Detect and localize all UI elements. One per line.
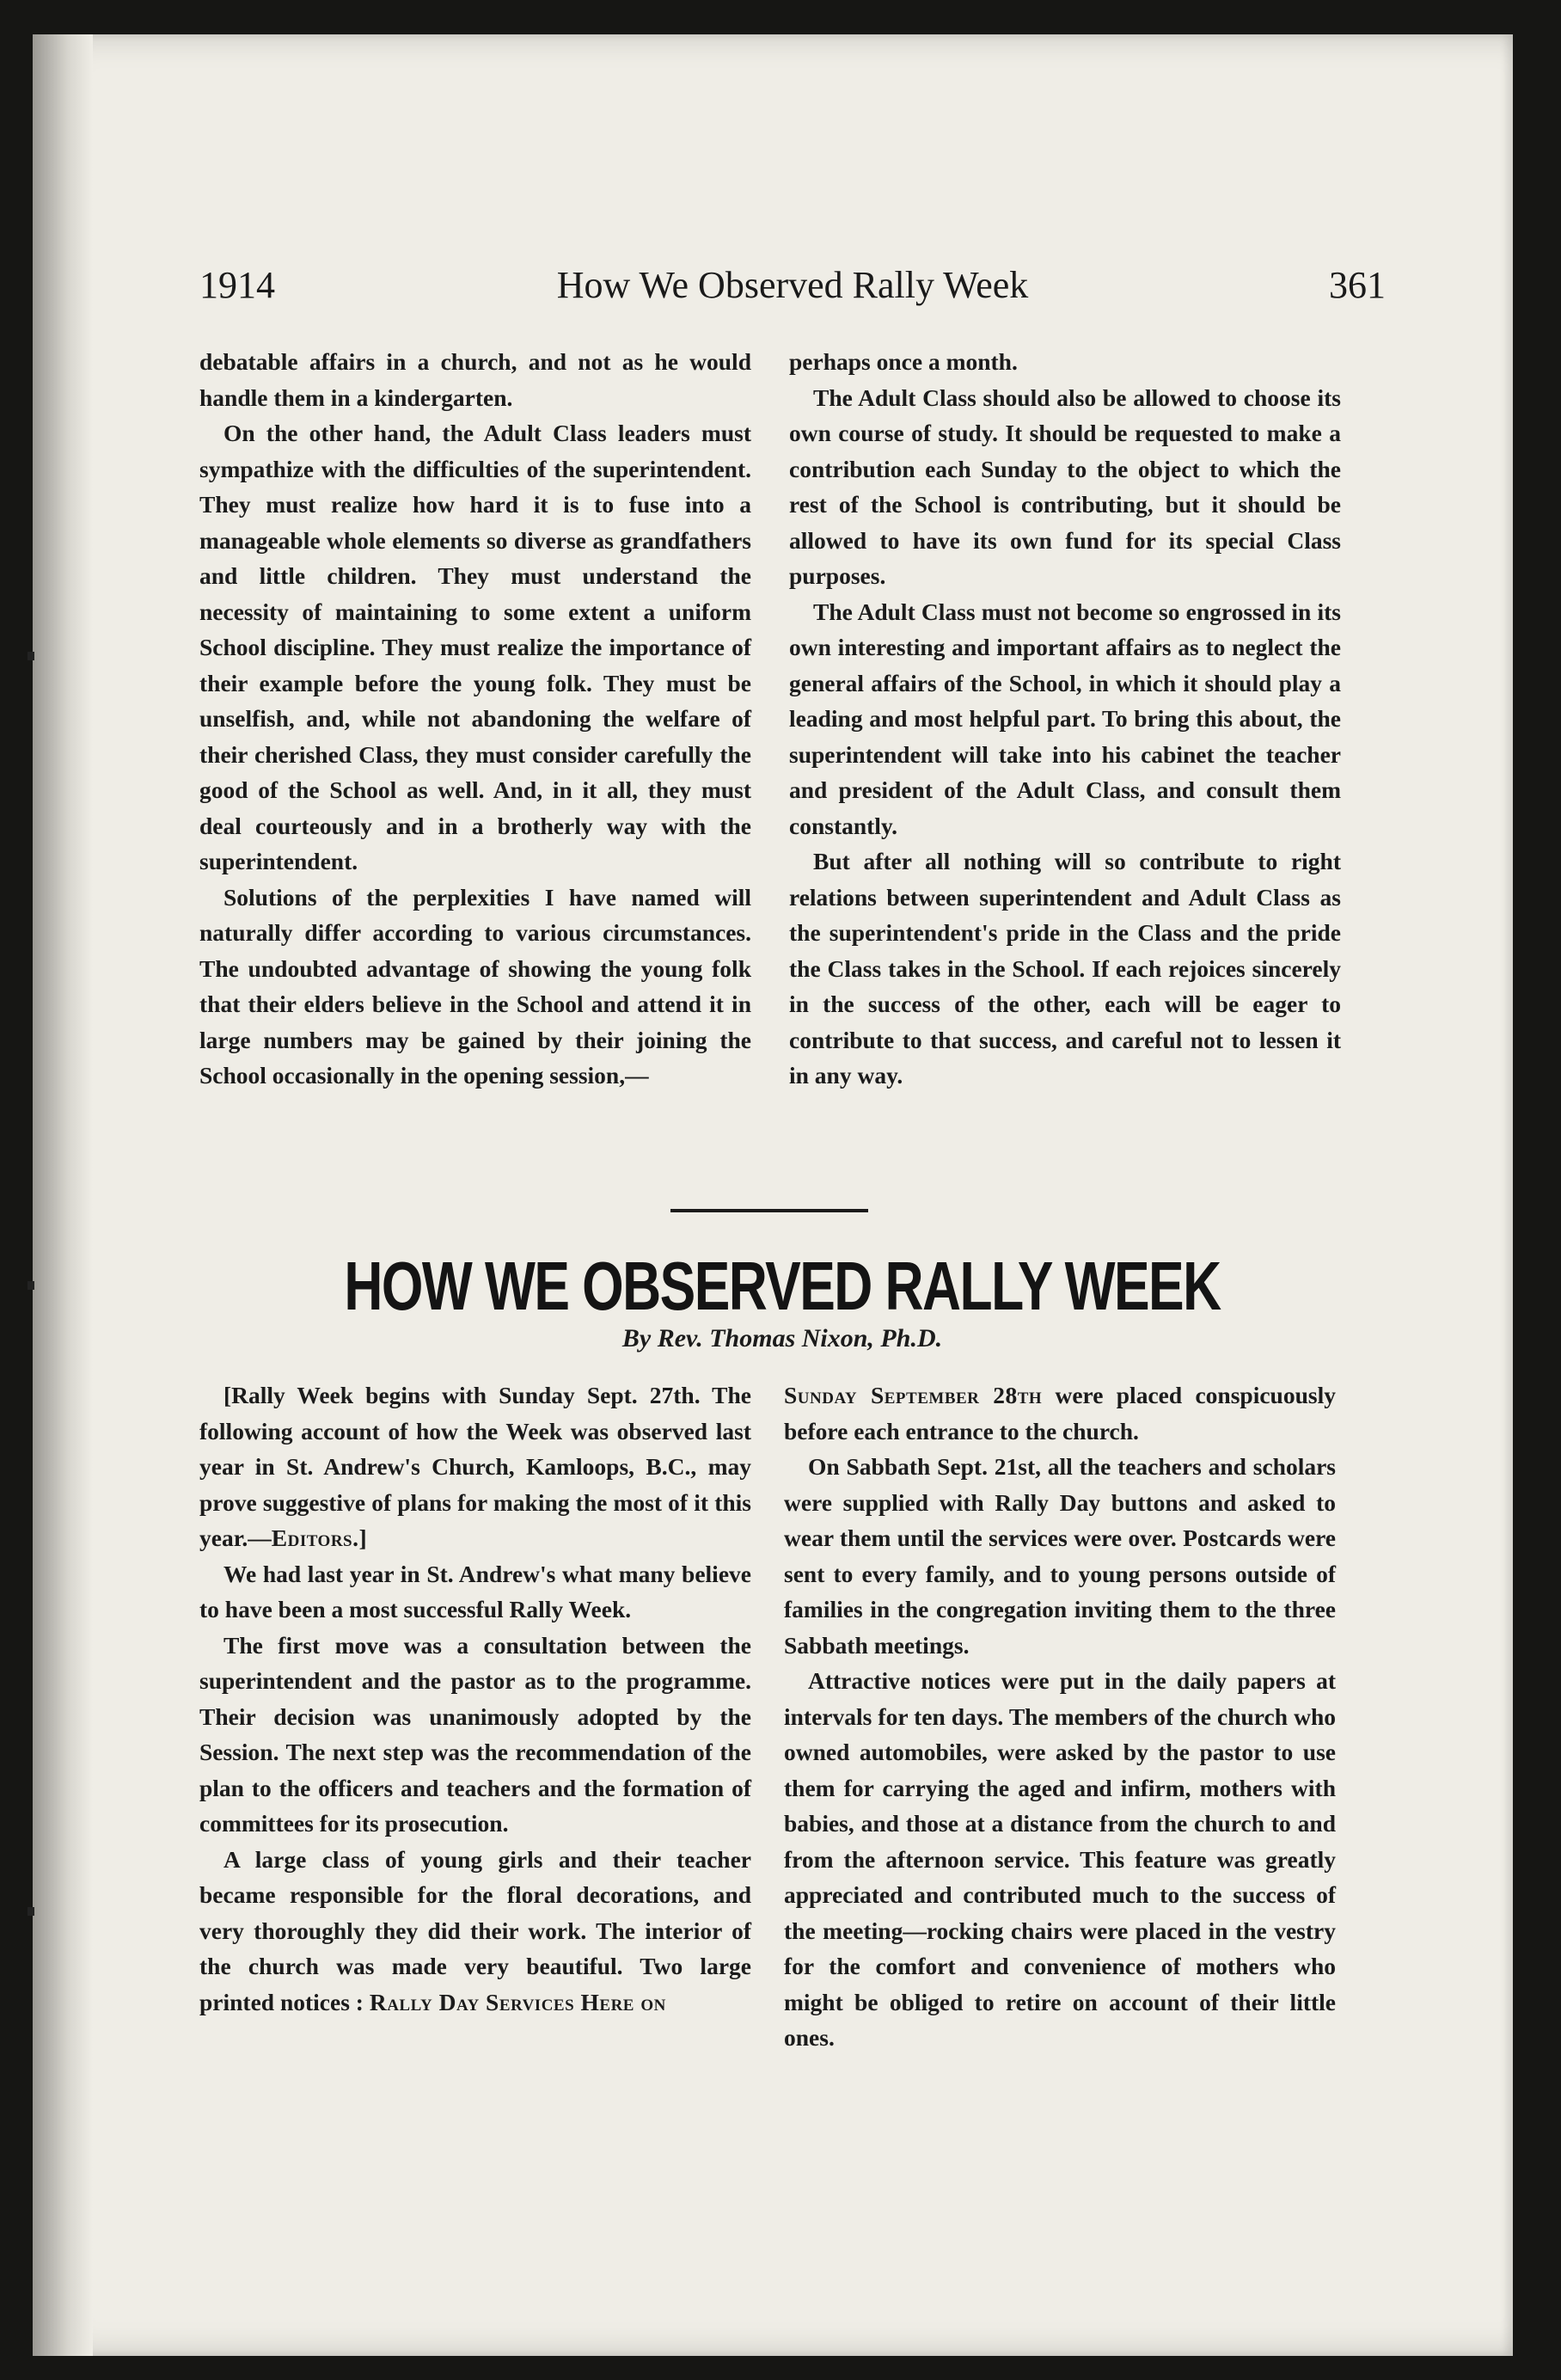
paragraph: But after all nothing will so contribute to right relations between superintendent and Adult Class as the superintendent's pride in the Class and the pride the Class takes in the School. If each rejoices sincerely in the success of the other, each will be eager to contribute to that success, and careful not to lessen it in any way. — [789, 848, 1341, 1089]
editor-note — [199, 1377, 751, 1556]
bottom-left-column — [199, 1377, 751, 2020]
paragraph-text: A large class of young girls and their teacher became responsible for the floral decorations, and very thoroughly they did their work. The interior of the church was made very beautiful. Two large printed notices : — [199, 1845, 751, 2015]
paragraph: debatable affairs in a church, and not as he would handle them in a kindergarten. — [199, 348, 751, 411]
running-head-title: How We Observed Rally Week — [556, 264, 1029, 306]
paragraph: Solutions of the perplexities I have named will naturally differ according to various circumstances. The undoubted advantage of showing the young folk that their elders believe in the School and attend it in large numbers may be gained by their joining the School occasionally in the opening session,— — [199, 883, 751, 1089]
running-head — [199, 260, 1386, 311]
notice-caps-text: Sunday September 28th — [784, 1382, 1043, 1408]
top-left-column — [199, 344, 751, 1094]
paragraph: perhaps once a month. — [789, 348, 1018, 375]
notice-caps-text: Rally Day Services Here on — [369, 1988, 666, 2015]
paragraph: We had last year in St. Andrew's what many believe to have been a most successful Rally Week. — [199, 1560, 751, 1622]
paragraph: The first move was a consultation between the superintendent and the pastor as to the programme. Their decision was unanimously adopted by the Session. The next step was the recommendation of the plan to the officers and teachers and the formation of committees for its prosecution. — [199, 1631, 751, 1837]
bottom-right-column — [784, 1377, 1336, 2056]
margin-mark — [28, 652, 34, 660]
paragraph — [784, 1377, 1336, 1449]
top-right-column — [789, 344, 1341, 1094]
paragraph: On Sabbath Sept. 21st, all the teachers and scholars were supplied with Rally Day buttons and asked to wear them until the services were over. Postcards were sent to every family, and to young persons outside of families in the congregation inviting them to the three Sabbath meetings. — [784, 1453, 1336, 1659]
paragraph: Attractive notices were put in the daily papers at intervals for ten days. The members of the church who owned automobiles, were asked by the pastor to use them for carrying the aged and infirm, mothers with babies, and those at a distance from the church to and from the afternoon service. This feature was greatly appreciated and contributed much to the success of the meeting—rocking chairs were placed in the vestry for the comfort and convenience of mothers who might be obliged to retire on account of their little ones. — [784, 1667, 1336, 2051]
article-headline: HOW WE OBSERVED RALLY WEEK — [344, 1248, 1221, 1324]
margin-mark — [28, 1907, 34, 1916]
section-divider — [670, 1209, 868, 1212]
article-byline: By Rev. Thomas Nixon, Ph.D. — [621, 1324, 943, 1353]
paragraph-text: were placed conspicuously before each entrance to the church. — [784, 1382, 1336, 1445]
paragraph: The Adult Class must not become so engrossed in its own interesting and important affairs as to neglect the general affairs of the School, in which it should play a leading and most helpful part. To bring this about, the superintendent will take into his cabinet the teacher and president of the Adult Class, and consult them constantly. — [789, 598, 1341, 839]
page-spine-shadow — [33, 34, 93, 2356]
paragraph: The Adult Class should also be allowed to choose its own course of study. It should be requested to make a contribution each Sunday to the object to which the rest of the School is contributing, but it should be allowed to have its own fund for its special Class purposes. — [789, 383, 1341, 589]
paragraph: On the other hand, the Adult Class leaders must sympathize with the difficulties of the superintendent. They must realize how hard it is to fuse into a manageable whole elements so diverse as grandfathers and little children. They must understand the necessity of maintaining to some extent a uniform School discipline. They must realize the importance of their example before the young folk. They must be unselfish, and, while not abandoning the welfare of their cherished Class, they must consider carefully the good of the School as well. And, in it all, they must deal courteously and in a brotherly way with the superintendent. — [199, 420, 751, 874]
running-head-year: 1914 — [199, 264, 275, 306]
margin-mark — [28, 1281, 34, 1290]
page-number: 361 — [1329, 264, 1386, 306]
editor-note-signature: Editors.] — [271, 1524, 368, 1551]
editor-note-text: [Rally Week begins with Sunday Sept. 27th. The following account of how the Week was observed last year in St. Andrew's Church, Kamloops, B.C., may prove suggestive of plans for making the most of it this year.— — [199, 1382, 751, 1551]
paragraph — [199, 1842, 751, 2021]
